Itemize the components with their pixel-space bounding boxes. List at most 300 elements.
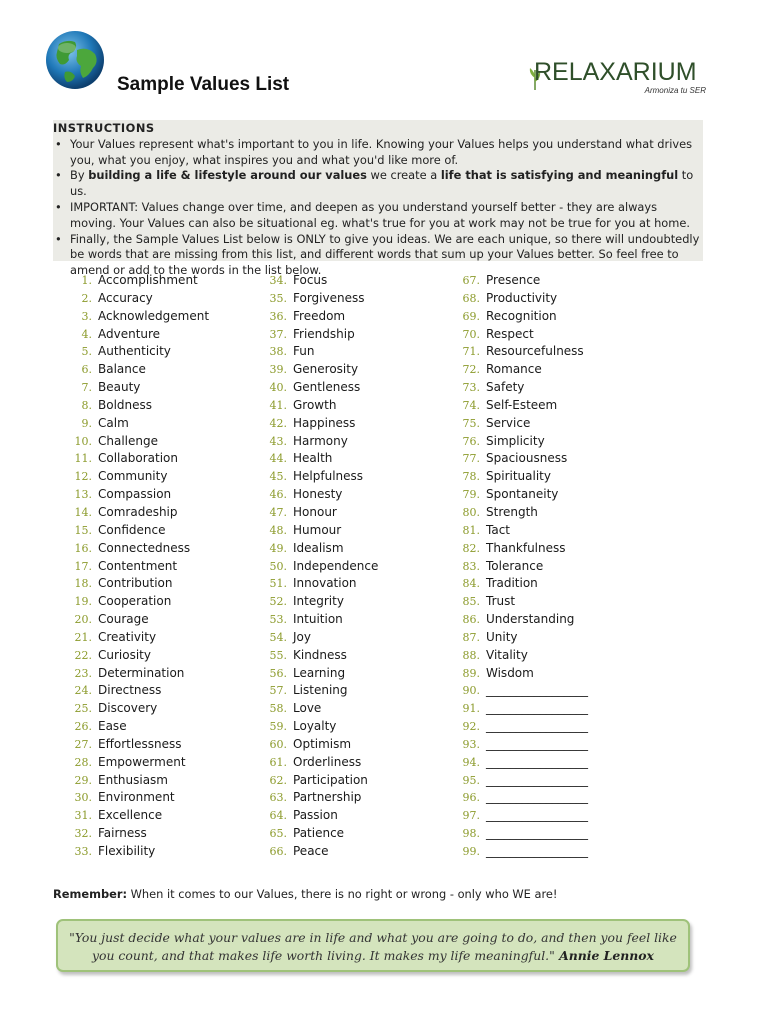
value-number: 37. [269, 327, 287, 341]
value-item [448, 789, 588, 807]
value-item [448, 736, 588, 754]
value-label: Freedom [293, 308, 346, 323]
value-item [60, 807, 209, 825]
value-number: 44. [269, 452, 287, 466]
value-label: Intuition [293, 612, 343, 627]
remember-text: When it comes to our Values, there is no right or wrong - only who WE are! [127, 887, 558, 901]
value-item [60, 629, 209, 647]
value-number: 59. [269, 720, 287, 734]
quote-author: Annie Lennox [554, 948, 654, 963]
value-number: 66. [269, 845, 287, 858]
value-item [448, 700, 588, 718]
value-label: Spirituality [486, 469, 551, 484]
value-item [448, 468, 588, 486]
instruction-text: to us. [70, 168, 694, 199]
value-number: 61. [269, 755, 287, 769]
value-number: 91. [462, 702, 480, 716]
value-item [448, 558, 588, 576]
value-number: 48. [269, 523, 287, 537]
value-label: Calm [98, 415, 129, 430]
value-number: 86. [462, 613, 480, 627]
value-label: Boldness [98, 397, 153, 412]
value-number: 67. [462, 274, 480, 287]
remember-label: Remember: [53, 887, 128, 901]
value-item [60, 272, 209, 290]
value-label: _________________ [486, 683, 588, 698]
value-label: Spontaneity [486, 487, 559, 502]
value-number: 1. [81, 274, 92, 287]
value-number: 36. [269, 309, 287, 323]
value-item [448, 486, 588, 504]
value-label: Community [98, 469, 168, 484]
value-label: Helpfulness [293, 469, 364, 484]
value-number: 93. [462, 737, 480, 751]
value-item [255, 736, 378, 754]
value-number: 7. [81, 381, 92, 395]
quote-box [56, 919, 690, 972]
value-number: 9. [81, 416, 92, 430]
value-number: 72. [462, 363, 480, 377]
value-item [448, 326, 588, 344]
value-item [448, 450, 588, 468]
value-label: Beauty [98, 380, 141, 395]
value-label: Friendship [293, 326, 355, 341]
value-item [60, 379, 209, 397]
value-label: Honesty [293, 487, 343, 502]
value-label: Health [293, 451, 333, 466]
value-number: 4. [81, 327, 92, 341]
value-item [60, 486, 209, 504]
value-item [255, 647, 378, 665]
value-label: Presence [486, 273, 541, 287]
value-number: 50. [269, 559, 287, 573]
value-item [60, 647, 209, 665]
value-label: Comradeship [98, 504, 178, 519]
value-item [448, 308, 588, 326]
value-number: 3. [81, 309, 92, 323]
value-item [255, 326, 378, 344]
value-number: 55. [269, 648, 287, 662]
value-label: Flexibility [98, 844, 156, 858]
instruction-item [53, 200, 703, 232]
value-label: Integrity [293, 594, 344, 609]
value-item [255, 807, 378, 825]
value-item [60, 558, 209, 576]
value-number: 33. [74, 845, 92, 858]
value-item [60, 290, 209, 308]
value-number: 17. [74, 559, 92, 573]
value-number: 92. [462, 720, 480, 734]
instruction-text: we create a [366, 168, 441, 183]
value-label: _________________ [486, 790, 588, 805]
value-label: _________________ [486, 719, 588, 734]
value-label: Fairness [98, 826, 147, 841]
instruction-text: By [70, 168, 89, 183]
value-number: 32. [74, 827, 92, 841]
value-label: Acknowledgement [98, 308, 210, 323]
value-label: Environment [98, 790, 175, 805]
value-label: Passion [293, 808, 338, 823]
value-label: Adventure [98, 326, 161, 341]
value-number: 49. [269, 541, 287, 555]
value-item [448, 807, 588, 825]
value-label: Curiosity [98, 647, 151, 662]
value-number: 99. [462, 845, 480, 858]
value-item [448, 504, 588, 522]
value-number: 39. [269, 363, 287, 377]
value-number: 78. [462, 470, 480, 484]
value-item [448, 415, 588, 433]
value-label: Understanding [486, 612, 575, 627]
value-item [255, 558, 378, 576]
value-item [448, 843, 588, 861]
value-label: Self-Esteem [486, 397, 558, 412]
value-number: 35. [269, 291, 287, 305]
quote-text: "You just decide what your values are in life and what you are going to do, and then you feel like you count, and that makes life worth living. It makes my life meaningful." [69, 930, 677, 963]
page-title: Sample Values List [117, 74, 290, 95]
value-item [60, 343, 209, 361]
value-label: Fun [293, 344, 315, 359]
value-label: Unity [486, 629, 518, 644]
instruction-item [53, 137, 703, 169]
value-item [448, 611, 588, 629]
value-label: Tolerance [486, 558, 544, 573]
value-item [448, 682, 588, 700]
value-number: 13. [74, 488, 92, 502]
value-number: 42. [269, 416, 287, 430]
value-label: Humour [293, 522, 342, 537]
value-label: _________________ [486, 808, 588, 823]
value-label: Effortlessness [98, 736, 182, 751]
value-number: 25. [74, 702, 92, 716]
value-item [60, 450, 209, 468]
value-item [255, 825, 378, 843]
value-number: 64. [269, 809, 287, 823]
value-number: 14. [74, 505, 92, 519]
value-number: 73. [462, 381, 480, 395]
value-number: 79. [462, 488, 480, 502]
value-label: Thankfulness [486, 540, 566, 555]
instruction-emphasis: building a life & lifestyle around our values [88, 168, 367, 183]
value-item [448, 593, 588, 611]
value-item [60, 433, 209, 451]
value-number: 22. [74, 648, 92, 662]
instruction-item [53, 168, 703, 200]
value-label: Focus [293, 273, 328, 287]
instructions-box [53, 120, 703, 278]
value-item [448, 665, 588, 683]
value-item [255, 272, 378, 290]
value-number: 12. [74, 470, 92, 484]
value-number: 8. [81, 398, 92, 412]
value-label: Wisdom [486, 665, 534, 680]
value-number: 95. [462, 773, 480, 787]
value-number: 57. [269, 684, 287, 698]
value-number: 45. [269, 470, 287, 484]
value-number: 52. [269, 595, 287, 609]
value-item [60, 308, 209, 326]
value-label: Creativity [98, 629, 157, 644]
value-label: Excellence [98, 808, 163, 823]
value-item [255, 700, 378, 718]
value-item [60, 415, 209, 433]
value-label: Gentleness [293, 380, 361, 395]
logo-wordmark: RELAXARIUM [534, 58, 697, 86]
value-item [60, 504, 209, 522]
value-number: 40. [269, 381, 287, 395]
value-number: 43. [269, 434, 287, 448]
value-number: 80. [462, 505, 480, 519]
value-label: Growth [293, 397, 337, 412]
value-number: 75. [462, 416, 480, 430]
value-item [255, 468, 378, 486]
value-label: Challenge [98, 433, 158, 448]
value-number: 77. [462, 452, 480, 466]
value-item [60, 326, 209, 344]
value-number: 88. [462, 648, 480, 662]
remember-note [53, 887, 557, 901]
logo-tagline: Armoniza tu SER [644, 86, 706, 95]
value-number: 87. [462, 630, 480, 644]
value-item [448, 575, 588, 593]
value-number: 96. [462, 791, 480, 805]
instruction-text: Finally, the Sample Values List below is ONLY to give you ideas. We are each unique, so there will undoubtedly be words that are missing from this list, and different words that sum up your Values better. So feel free to amend or add to the words in the list below. [70, 231, 700, 278]
value-label: Recognition [486, 308, 557, 323]
value-number: 16. [74, 541, 92, 555]
value-label: Accomplishment [98, 273, 198, 287]
value-item [255, 611, 378, 629]
value-item [60, 593, 209, 611]
value-item [60, 611, 209, 629]
value-item [255, 718, 378, 736]
value-item [255, 415, 378, 433]
value-item [255, 343, 378, 361]
value-label: Generosity [293, 362, 359, 377]
value-number: 51. [269, 577, 287, 591]
value-item [448, 754, 588, 772]
value-label: Discovery [98, 701, 158, 716]
value-label: Forgiveness [293, 290, 365, 305]
value-item [255, 450, 378, 468]
instruction-emphasis: life that is satisfying and meaningful [440, 168, 679, 183]
value-label: Enthusiasm [98, 772, 168, 787]
value-item [255, 843, 378, 861]
value-item [60, 575, 209, 593]
value-label: Romance [486, 362, 542, 377]
value-number: 60. [269, 737, 287, 751]
value-item [448, 647, 588, 665]
value-number: 19. [74, 595, 92, 609]
value-number: 85. [462, 595, 480, 609]
value-number: 70. [462, 327, 480, 341]
value-item [60, 540, 209, 558]
value-item [60, 789, 209, 807]
value-label: Harmony [293, 433, 348, 448]
value-label: Empowerment [98, 754, 186, 769]
value-item [60, 397, 209, 415]
value-label: Strength [486, 504, 538, 519]
value-item [448, 290, 588, 308]
value-label: Service [486, 415, 531, 430]
value-item [255, 433, 378, 451]
value-number: 24. [74, 684, 92, 698]
value-label: Respect [486, 326, 534, 341]
value-label: Resourcefulness [486, 344, 584, 359]
value-number: 84. [462, 577, 480, 591]
globe-icon [45, 30, 105, 90]
value-label: Kindness [293, 647, 347, 662]
value-number: 5. [81, 345, 92, 359]
values-column-3 [448, 272, 588, 861]
value-item [60, 736, 209, 754]
value-number: 90. [462, 684, 480, 698]
value-number: 46. [269, 488, 287, 502]
value-number: 89. [462, 666, 480, 680]
value-number: 74. [462, 398, 480, 412]
value-item [255, 754, 378, 772]
value-number: 82. [462, 541, 480, 555]
value-label: Compassion [98, 487, 172, 502]
value-number: 34. [269, 274, 287, 287]
instructions-heading: INSTRUCTIONS [53, 121, 155, 135]
value-number: 65. [269, 827, 287, 841]
value-number: 83. [462, 559, 480, 573]
instruction-text: IMPORTANT: Values change over time, and deepen as you understand yourself better - they are always moving. Your Values can also be situational eg. what's true for you at work may not be true for you at home. [70, 199, 691, 230]
value-label: Patience [293, 826, 345, 841]
values-column-2 [255, 272, 378, 861]
instructions-list [53, 137, 703, 279]
value-item [60, 754, 209, 772]
value-number: 54. [269, 630, 287, 644]
value-number: 71. [462, 345, 480, 359]
value-number: 28. [74, 755, 92, 769]
value-item [255, 361, 378, 379]
value-item [448, 772, 588, 790]
value-number: 29. [74, 773, 92, 787]
value-number: 56. [269, 666, 287, 680]
value-label: _________________ [486, 736, 588, 751]
value-label: Contribution [98, 576, 173, 591]
value-item [448, 379, 588, 397]
value-item [255, 379, 378, 397]
value-label: Safety [486, 380, 525, 395]
value-number: 38. [269, 345, 287, 359]
value-number: 20. [74, 613, 92, 627]
value-item [255, 789, 378, 807]
value-label: Spaciousness [486, 451, 568, 466]
value-number: 53. [269, 613, 287, 627]
value-number: 94. [462, 755, 480, 769]
value-number: 27. [74, 737, 92, 751]
value-item [255, 486, 378, 504]
value-label: Honour [293, 504, 337, 519]
value-item [448, 522, 588, 540]
value-item [255, 629, 378, 647]
value-item [60, 361, 209, 379]
value-item [255, 522, 378, 540]
value-label: Happiness [293, 415, 356, 430]
value-number: 47. [269, 505, 287, 519]
value-number: 15. [74, 523, 92, 537]
value-item [448, 343, 588, 361]
value-item [448, 540, 588, 558]
value-label: Determination [98, 665, 185, 680]
value-number: 63. [269, 791, 287, 805]
value-label: Productivity [486, 290, 558, 305]
value-number: 31. [74, 809, 92, 823]
value-number: 10. [74, 434, 92, 448]
value-item [448, 397, 588, 415]
value-item [60, 825, 209, 843]
value-label: Tradition [486, 576, 538, 591]
value-label: _________________ [486, 844, 588, 858]
value-item [255, 397, 378, 415]
value-label: Loyalty [293, 719, 337, 734]
value-item [255, 665, 378, 683]
value-number: 11. [74, 452, 92, 466]
value-label: Learning [293, 665, 346, 680]
value-label: Idealism [293, 540, 344, 555]
value-label: Collaboration [98, 451, 178, 466]
value-item [60, 682, 209, 700]
value-label: Joy [293, 629, 311, 644]
value-item [60, 718, 209, 736]
value-label: Independence [293, 558, 379, 573]
value-number: 68. [462, 291, 480, 305]
value-number: 62. [269, 773, 287, 787]
relaxarium-logo [528, 54, 708, 100]
value-label: Vitality [486, 647, 528, 662]
value-item [255, 504, 378, 522]
values-column-1 [60, 272, 209, 861]
value-number: 98. [462, 827, 480, 841]
value-item [255, 575, 378, 593]
value-label: Cooperation [98, 594, 172, 609]
value-label: Peace [293, 844, 329, 858]
value-label: Connectedness [98, 540, 191, 555]
value-item [255, 772, 378, 790]
value-label: _________________ [486, 754, 588, 769]
value-item [60, 843, 209, 861]
value-item [60, 665, 209, 683]
value-label: Accuracy [98, 290, 153, 305]
value-label: Courage [98, 612, 149, 627]
value-label: Love [293, 701, 322, 716]
value-number: 23. [74, 666, 92, 680]
value-number: 2. [81, 291, 92, 305]
value-item [60, 522, 209, 540]
value-item [448, 629, 588, 647]
instruction-text: Your Values represent what's important to you in life. Knowing your Values helps you understand what drives you, what you enjoy, what inspires you and what you'd like more of. [70, 136, 693, 167]
value-label: Directness [98, 683, 162, 698]
value-item [448, 272, 588, 290]
value-label: Simplicity [486, 433, 545, 448]
value-item [448, 433, 588, 451]
value-number: 81. [462, 523, 480, 537]
value-item [448, 718, 588, 736]
value-label: Listening [293, 683, 348, 698]
value-item [60, 468, 209, 486]
value-item [255, 593, 378, 611]
value-number: 58. [269, 702, 287, 716]
value-item [448, 361, 588, 379]
value-item [255, 682, 378, 700]
value-number: 76. [462, 434, 480, 448]
value-number: 97. [462, 809, 480, 823]
value-label: Participation [293, 772, 368, 787]
value-number: 30. [74, 791, 92, 805]
value-item [448, 825, 588, 843]
